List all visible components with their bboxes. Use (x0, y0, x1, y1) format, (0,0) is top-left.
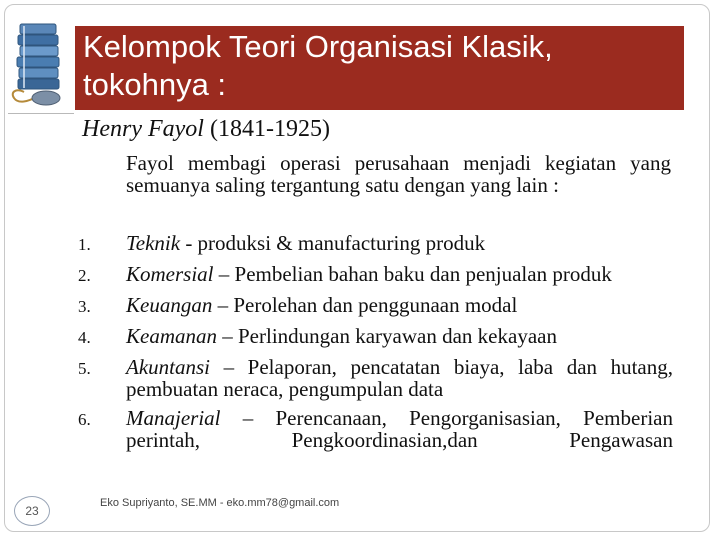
logo-divider (8, 113, 74, 114)
list-number: 2. (78, 266, 91, 285)
list-item-description: – Perencanaan, Pengorganisasian, Pemberian perintah, Pengkoordinasian,dan Pengawasan (126, 406, 673, 452)
list-item-description: – Pelaporan, pencatatan biaya, laba dan hutang, pembuatan neraca, pengumpulan data (126, 355, 673, 401)
list-item-text (126, 325, 673, 349)
list-item-description: - produksi & manufacturing produk (180, 231, 486, 255)
list-number: 5. (78, 359, 91, 378)
books-mouse-logo-icon (8, 18, 78, 110)
slide-title-line-2: tokohnya : (83, 67, 227, 102)
list-number: 4. (78, 328, 91, 347)
list-item-text (126, 294, 673, 318)
list-item (78, 407, 673, 451)
list-item (78, 356, 673, 400)
list-item-keyword: Komersial (126, 262, 214, 286)
intro-paragraph: Fayol membagi operasi perusahaan menjadi kegiatan yang semuanya saling tergantung satu dengan yang lain : (126, 151, 671, 197)
list-item-description: – Pembelian bahan baku dan penjualan produk (213, 262, 612, 286)
list-item-description: – Perolehan dan penggunaan modal (212, 293, 518, 317)
slide-title (83, 28, 676, 104)
list-number: 1. (78, 235, 91, 254)
list-item (78, 232, 673, 256)
list-item-text (126, 263, 673, 287)
list-item (78, 325, 673, 349)
function-list (78, 232, 673, 458)
title-bar (75, 26, 684, 110)
slide-subtitle (82, 116, 330, 143)
list-item-keyword: Manajerial (126, 406, 221, 430)
list-number: 6. (78, 410, 91, 429)
list-item-keyword: Teknik (126, 231, 181, 255)
list-item-text (126, 407, 673, 451)
list-item-description: – Perlindungan karyawan dan kekayaan (217, 324, 557, 348)
page-number-badge: 23 (14, 496, 50, 526)
list-item (78, 294, 673, 318)
footer-credit: Eko Supriyanto, SE.MM - eko.mm78@gmail.com (100, 497, 340, 509)
list-item-keyword: Akuntansi (126, 355, 210, 379)
list-item-keyword: Keuangan (126, 293, 213, 317)
list-item-text (126, 232, 673, 256)
list-item-text (126, 356, 673, 400)
slide-title-line-1: Kelompok Teori Organisasi Klasik, (83, 29, 553, 64)
list-number: 3. (78, 297, 91, 316)
subtitle-name: Henry Fayol (82, 116, 204, 142)
list-item-keyword: Keamanan (126, 324, 217, 348)
list-item (78, 263, 673, 287)
subtitle-years: (1841-1925) (203, 116, 330, 142)
